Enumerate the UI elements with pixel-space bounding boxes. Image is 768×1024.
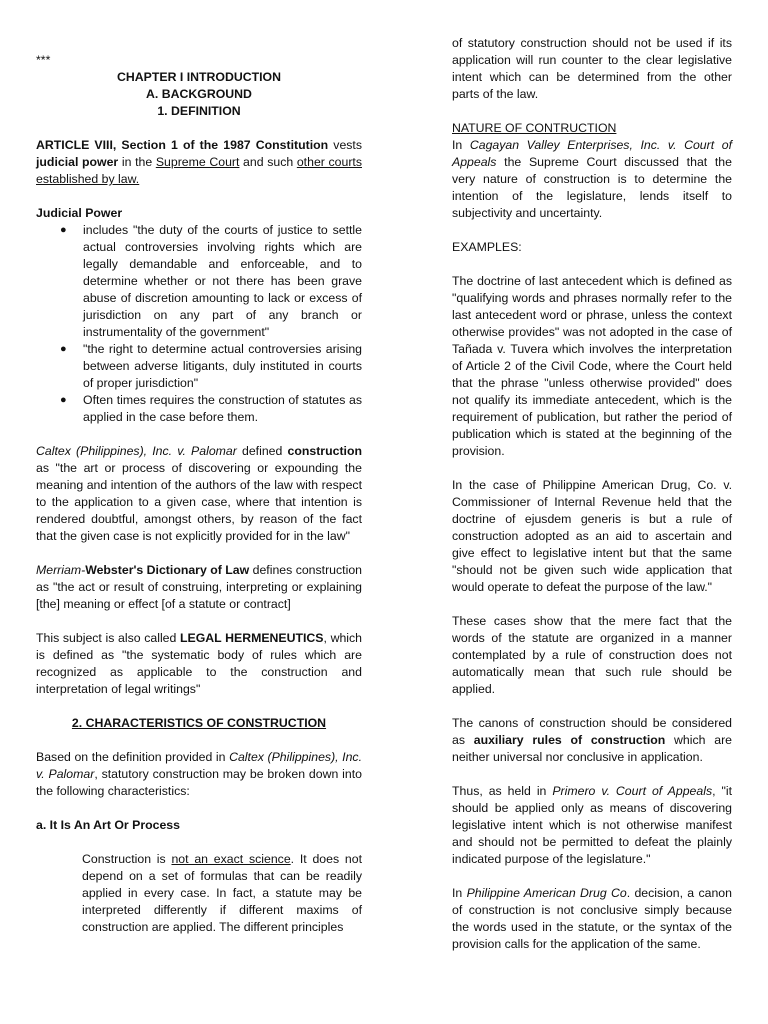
article-paragraph: ARTICLE VIII, Section 1 of the 1987 Constitution vests judicial power in the Supreme Court and such other courts established by law.: [36, 138, 362, 186]
art-process-paragraph: Construction is not an exact science. It does not depend on a set of formulas that can be readily applied in every case. In fact, a statute may be interpreted differently if different maxims of construction are applied. The different principles: [82, 852, 362, 934]
judicial-power-heading: Judicial Power: [36, 206, 123, 220]
section-background: A. BACKGROUND: [146, 87, 252, 101]
left-column: [36, 0, 362, 936]
nature-heading: NATURE OF CONTRUCTION: [452, 121, 617, 135]
right-column: [452, 35, 732, 953]
list-item: ● includes "the duty of the courts of justice to settle actual controversies involving rights which are legally demandable and enforceable, and to determine whether or not there has been grave abuse of discretion amounting to lack or excess of jurisdiction on any part of any branch or instrumentality of the government": [60, 223, 362, 339]
hermeneutics-paragraph: This subject is also called LEGAL HERMENEUTICS, which is defined as "the systematic body of rules which are recognized as applicable to the construction and interpretation of legal writings": [36, 631, 363, 696]
doctrine-paragraph: The doctrine of last antecedent which is defined as "qualifying words and phrases normally refer to the last antecedent word or phrase, unless the context otherwise provides" was not adopted in the case of Tañada v. Tuvera which involves the interpretation of Article 2 of the Civil Code, where the Court held that the phrase "unless otherwise provided" does not qualify its immediate antecedent, which is the requirement of publication, but rather the period of publication which is stated at the beginning of the provision.: [452, 274, 732, 458]
philam-paragraph: In the case of Philippine American Drug, Co. v. Commissioner of Internal Revenue held that the doctrine of ejusdem generis is but a rule of construction adopted as an aid to ascertain and give effect to legislative intent but that the same "should not be given such wide application that would operate to defeat the purpose of the law.": [452, 478, 732, 594]
merriam-paragraph: Merriam-Webster's Dictionary of Law defines construction as "the act or result of construing, interpreting or explaining [the] meaning or effect [of a statute or contract]: [36, 563, 362, 611]
chapter-title: CHAPTER I INTRODUCTION: [117, 70, 281, 84]
list-item: ● Often times requires the construction of statutes as applied in the case before them.: [60, 393, 362, 424]
stars-marker: ***: [36, 53, 51, 67]
judicial-power-list: [36, 222, 362, 426]
these-cases-paragraph: These cases show that the mere fact that the words of the statute are organized in a manner contemplated by a rule of construction does not automatically mean that such rule should be applied.: [452, 614, 732, 696]
nature-paragraph: In Cagayan Valley Enterprises, Inc. v. Court of Appeals the Supreme Court discussed that the very nature of construction is to determine the intention of the legislature, lends itself to subjectivity and uncertainty.: [452, 138, 732, 220]
based-paragraph: Based on the definition provided in Caltex (Philippines), Inc. v. Palomar, statutory construction may be broken down into the following characteristics:: [36, 750, 362, 798]
list-item: ● "the right to determine actual controversies arising between adverse litigants, duly instituted in courts of proper jurisdiction": [60, 342, 362, 390]
canons-paragraph: The canons of construction should be considered as auxiliary rules of construction which are neither universal nor conclusive in application.: [452, 716, 732, 764]
continuation-paragraph: of statutory construction should not be used if its application will run counter to the clear legislative intent which can be determined from the other parts of the law.: [452, 36, 732, 101]
bullet-icon: ●: [60, 394, 67, 406]
section-definition: 1. DEFINITION: [157, 104, 241, 118]
philam-decision-paragraph: In Philippine American Drug Co. decision, a canon of construction is not conclusive simply because the words used in the statute, or the syntax of the provision calls for the application of the same.: [452, 886, 732, 951]
bullet-icon: ●: [60, 224, 67, 236]
bullet-icon: ●: [60, 343, 67, 355]
examples-heading: EXAMPLES:: [452, 240, 522, 254]
subheading-art-process: a. It Is An Art Or Process: [36, 818, 180, 832]
primero-paragraph: Thus, as held in Primero v. Court of Appeals, "it should be applied only as means of discovering legislative intent which is not otherwise manifest and should not be permitted to defeat the plainly indicated purpose of the legislature.": [452, 784, 732, 866]
caltex-paragraph: Caltex (Philippines), Inc. v. Palomar defined construction as "the art or process of discovering or expounding the meaning and intention of the authors of the law with respect to the application to a given case, where that intention is rendered doubtful, amongst others, by reason of the fact that the given case is not explicitly provided for in the law": [36, 444, 362, 543]
section-characteristics: 2. CHARACTERISTICS OF CONSTRUCTION: [71, 716, 327, 730]
